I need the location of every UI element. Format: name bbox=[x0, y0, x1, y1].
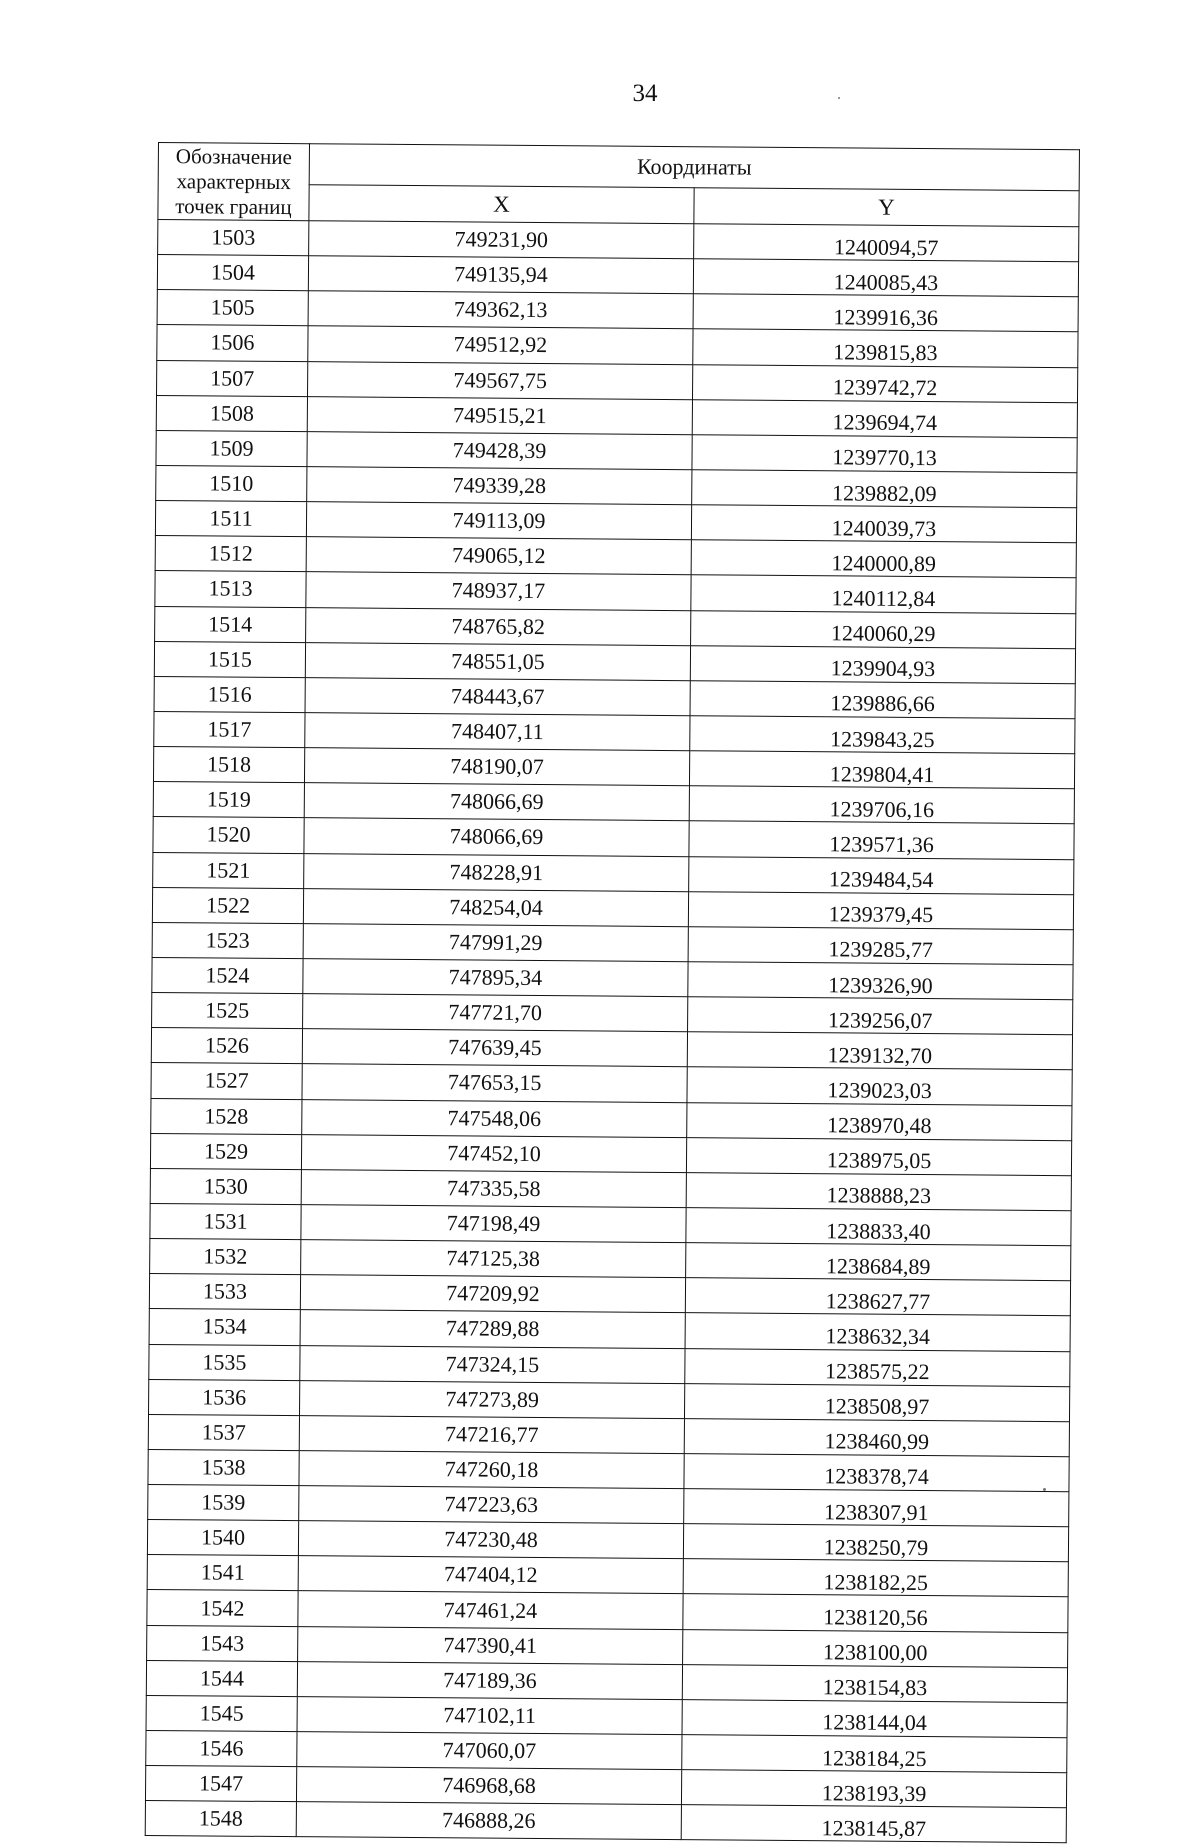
x-coordinate-cell: 749362,13 bbox=[308, 291, 693, 329]
point-cell: 1507 bbox=[157, 360, 308, 396]
point-cell: 1531 bbox=[150, 1203, 301, 1239]
point-cell: 1506 bbox=[157, 325, 308, 361]
y-coordinate-cell: 1238250,79 bbox=[683, 1524, 1068, 1562]
x-coordinate-cell: 748254,04 bbox=[303, 888, 688, 926]
y-coordinate-cell: 1238508,97 bbox=[684, 1383, 1069, 1421]
x-coordinate-cell: 746968,68 bbox=[296, 1767, 681, 1805]
x-coordinate-cell: 748765,82 bbox=[306, 607, 691, 645]
y-coordinate-cell: 1239326,90 bbox=[688, 962, 1073, 1000]
x-coordinate-cell: 747991,29 bbox=[303, 923, 688, 961]
x-coordinate-cell: 748551,05 bbox=[305, 642, 690, 680]
x-coordinate-cell: 747198,49 bbox=[301, 1205, 686, 1243]
scan-speck bbox=[838, 97, 840, 99]
x-coordinate-cell: 749567,75 bbox=[308, 361, 693, 399]
scan-speck bbox=[1043, 1488, 1046, 1491]
x-coordinate-cell: 747404,12 bbox=[298, 1556, 683, 1594]
table-header bbox=[158, 143, 1080, 227]
x-coordinate-cell: 749135,94 bbox=[308, 256, 693, 294]
y-coordinate-cell: 1240039,73 bbox=[691, 505, 1076, 543]
y-coordinate-cell: 1238144,04 bbox=[682, 1700, 1067, 1738]
x-coordinate-cell: 747223,63 bbox=[299, 1486, 684, 1524]
point-cell: 1519 bbox=[153, 782, 304, 818]
y-coordinate-cell: 1238193,39 bbox=[681, 1770, 1066, 1808]
header-row-top bbox=[158, 143, 1079, 191]
point-cell: 1515 bbox=[154, 641, 305, 677]
y-coordinate-cell: 1240085,43 bbox=[693, 259, 1078, 297]
x-coordinate-cell: 747324,15 bbox=[300, 1345, 685, 1383]
point-cell: 1513 bbox=[155, 571, 306, 607]
y-coordinate-cell: 1240112,84 bbox=[691, 575, 1076, 613]
point-cell: 1545 bbox=[146, 1695, 297, 1731]
x-coordinate-cell: 747548,06 bbox=[302, 1099, 687, 1137]
y-coordinate-cell: 1239804,41 bbox=[689, 751, 1074, 789]
point-cell: 1511 bbox=[155, 501, 306, 537]
y-coordinate-cell: 1239132,70 bbox=[687, 1032, 1072, 1070]
x-coordinate-cell: 748190,07 bbox=[304, 748, 689, 786]
x-coordinate-cell: 747452,10 bbox=[301, 1134, 686, 1172]
point-cell: 1547 bbox=[145, 1766, 296, 1802]
point-cell: 1523 bbox=[152, 922, 303, 958]
y-coordinate-cell: 1238975,05 bbox=[686, 1137, 1071, 1175]
x-coordinate-cell: 747189,36 bbox=[297, 1661, 682, 1699]
x-coordinate-cell: 747230,48 bbox=[298, 1521, 683, 1559]
y-coordinate-cell: 1238632,34 bbox=[685, 1313, 1070, 1351]
point-cell: 1526 bbox=[151, 1028, 302, 1064]
point-cell: 1543 bbox=[147, 1625, 298, 1661]
x-coordinate-cell: 749515,21 bbox=[307, 396, 692, 434]
y-coordinate-cell: 1238627,77 bbox=[685, 1278, 1070, 1316]
x-coordinate-cell: 749512,92 bbox=[308, 326, 693, 364]
x-coordinate-cell: 748228,91 bbox=[304, 853, 689, 891]
y-coordinate-cell: 1238684,89 bbox=[686, 1243, 1071, 1281]
x-coordinate-cell: 747060,07 bbox=[297, 1732, 682, 1770]
coordinates-table bbox=[145, 142, 1080, 1844]
x-coordinate-cell: 747335,58 bbox=[301, 1169, 686, 1207]
x-coordinate-cell: 747390,41 bbox=[298, 1626, 683, 1664]
y-coordinate-cell: 1240094,57 bbox=[694, 224, 1079, 262]
point-cell: 1520 bbox=[153, 817, 304, 853]
point-cell: 1525 bbox=[152, 993, 303, 1029]
x-coordinate-cell: 747461,24 bbox=[298, 1591, 683, 1629]
y-coordinate-cell: 1239916,36 bbox=[693, 294, 1078, 332]
x-coordinate-cell: 747260,18 bbox=[299, 1451, 684, 1489]
point-cell: 1518 bbox=[153, 747, 304, 783]
point-cell: 1527 bbox=[151, 1063, 302, 1099]
table-row bbox=[145, 1801, 1066, 1843]
point-cell: 1512 bbox=[155, 536, 306, 572]
x-header: X bbox=[309, 184, 694, 223]
point-cell: 1548 bbox=[145, 1801, 296, 1837]
y-coordinate-cell: 1238888,23 bbox=[686, 1172, 1071, 1210]
point-cell: 1505 bbox=[157, 290, 308, 326]
y-coordinate-cell: 1239815,83 bbox=[693, 329, 1078, 367]
point-cell: 1539 bbox=[148, 1485, 299, 1521]
point-cell: 1504 bbox=[157, 255, 308, 291]
y-coordinate-cell: 1238120,56 bbox=[683, 1594, 1068, 1632]
x-coordinate-cell: 747639,45 bbox=[302, 1029, 687, 1067]
x-coordinate-cell: 747653,15 bbox=[302, 1064, 687, 1102]
x-coordinate-cell: 749428,39 bbox=[307, 432, 692, 470]
x-coordinate-cell: 749231,90 bbox=[309, 221, 694, 259]
y-coordinate-cell: 1239886,66 bbox=[690, 681, 1075, 719]
point-cell: 1537 bbox=[148, 1414, 299, 1450]
y-coordinate-cell: 1238154,83 bbox=[682, 1664, 1067, 1702]
point-cell: 1522 bbox=[152, 887, 303, 923]
coordinates-header: Координаты bbox=[309, 144, 1079, 191]
y-coordinate-cell: 1239904,93 bbox=[690, 645, 1075, 683]
x-coordinate-cell: 747209,92 bbox=[300, 1275, 685, 1313]
y-coordinate-cell: 1238378,74 bbox=[684, 1454, 1069, 1492]
y-coordinate-cell: 1238184,25 bbox=[682, 1735, 1067, 1773]
y-header: Y bbox=[694, 187, 1079, 226]
point-cell: 1542 bbox=[147, 1590, 298, 1626]
x-coordinate-cell: 747289,88 bbox=[300, 1310, 685, 1348]
point-cell: 1521 bbox=[153, 852, 304, 888]
point-cell: 1538 bbox=[148, 1449, 299, 1485]
point-cell: 1540 bbox=[147, 1520, 298, 1556]
x-coordinate-cell: 749113,09 bbox=[306, 502, 691, 540]
point-cell: 1528 bbox=[151, 1098, 302, 1134]
point-cell: 1510 bbox=[156, 465, 307, 501]
x-coordinate-cell: 747895,34 bbox=[303, 959, 688, 997]
point-cell: 1535 bbox=[149, 1344, 300, 1380]
y-coordinate-cell: 1239694,74 bbox=[692, 399, 1077, 437]
y-coordinate-cell: 1239379,45 bbox=[688, 891, 1073, 929]
y-coordinate-cell: 1238145,87 bbox=[681, 1805, 1066, 1843]
point-cell: 1517 bbox=[154, 711, 305, 747]
y-coordinate-cell: 1239843,25 bbox=[690, 716, 1075, 754]
x-coordinate-cell: 747721,70 bbox=[303, 994, 688, 1032]
point-cell: 1503 bbox=[158, 220, 309, 256]
y-coordinate-cell: 1239484,54 bbox=[689, 856, 1074, 894]
x-coordinate-cell: 748937,17 bbox=[306, 572, 691, 610]
point-cell: 1524 bbox=[152, 957, 303, 993]
y-coordinate-cell: 1239882,09 bbox=[692, 470, 1077, 508]
point-cell: 1533 bbox=[149, 1274, 300, 1310]
x-coordinate-cell: 749065,12 bbox=[306, 537, 691, 575]
y-coordinate-cell: 1238833,40 bbox=[686, 1208, 1071, 1246]
point-cell: 1541 bbox=[147, 1555, 298, 1591]
point-cell: 1514 bbox=[155, 606, 306, 642]
x-coordinate-cell: 748443,67 bbox=[305, 678, 690, 716]
point-cell: 1536 bbox=[149, 1379, 300, 1415]
y-coordinate-cell: 1238970,48 bbox=[687, 1102, 1072, 1140]
y-coordinate-cell: 1238460,99 bbox=[684, 1418, 1069, 1456]
x-coordinate-cell: 747216,77 bbox=[299, 1415, 684, 1453]
y-coordinate-cell: 1238575,22 bbox=[685, 1348, 1070, 1386]
x-coordinate-cell: 747273,89 bbox=[300, 1380, 685, 1418]
x-coordinate-cell: 749339,28 bbox=[307, 467, 692, 505]
point-cell: 1509 bbox=[156, 430, 307, 466]
y-coordinate-cell: 1239023,03 bbox=[687, 1067, 1072, 1105]
y-coordinate-cell: 1240060,29 bbox=[691, 610, 1076, 648]
designation-header: Обозначение характерных точек границ bbox=[158, 143, 310, 221]
point-cell: 1544 bbox=[146, 1660, 297, 1696]
point-cell: 1546 bbox=[146, 1731, 297, 1767]
y-coordinate-cell: 1239285,77 bbox=[688, 927, 1073, 965]
x-coordinate-cell: 748066,69 bbox=[304, 783, 689, 821]
x-coordinate-cell: 747102,11 bbox=[297, 1697, 682, 1735]
point-cell: 1532 bbox=[150, 1239, 301, 1275]
y-coordinate-cell: 1239571,36 bbox=[689, 821, 1074, 859]
x-coordinate-cell: 746888,26 bbox=[296, 1802, 681, 1840]
point-cell: 1529 bbox=[150, 1133, 301, 1169]
x-coordinate-cell: 748066,69 bbox=[304, 818, 689, 856]
x-coordinate-cell: 747125,38 bbox=[301, 1240, 686, 1278]
y-coordinate-cell: 1239706,16 bbox=[689, 786, 1074, 824]
y-coordinate-cell: 1238100,00 bbox=[683, 1629, 1068, 1667]
y-coordinate-cell: 1240000,89 bbox=[691, 540, 1076, 578]
y-coordinate-cell: 1238182,25 bbox=[683, 1559, 1068, 1597]
y-coordinate-cell: 1239256,07 bbox=[688, 997, 1073, 1035]
point-cell: 1508 bbox=[156, 395, 307, 431]
y-coordinate-cell: 1238307,91 bbox=[684, 1489, 1069, 1527]
x-coordinate-cell: 748407,11 bbox=[305, 713, 690, 751]
table-body bbox=[145, 220, 1079, 1844]
point-cell: 1534 bbox=[149, 1309, 300, 1345]
page-number: 34 bbox=[632, 80, 658, 107]
y-coordinate-cell: 1239742,72 bbox=[692, 364, 1077, 402]
point-cell: 1516 bbox=[154, 676, 305, 712]
y-coordinate-cell: 1239770,13 bbox=[692, 435, 1077, 473]
point-cell: 1530 bbox=[150, 1168, 301, 1204]
